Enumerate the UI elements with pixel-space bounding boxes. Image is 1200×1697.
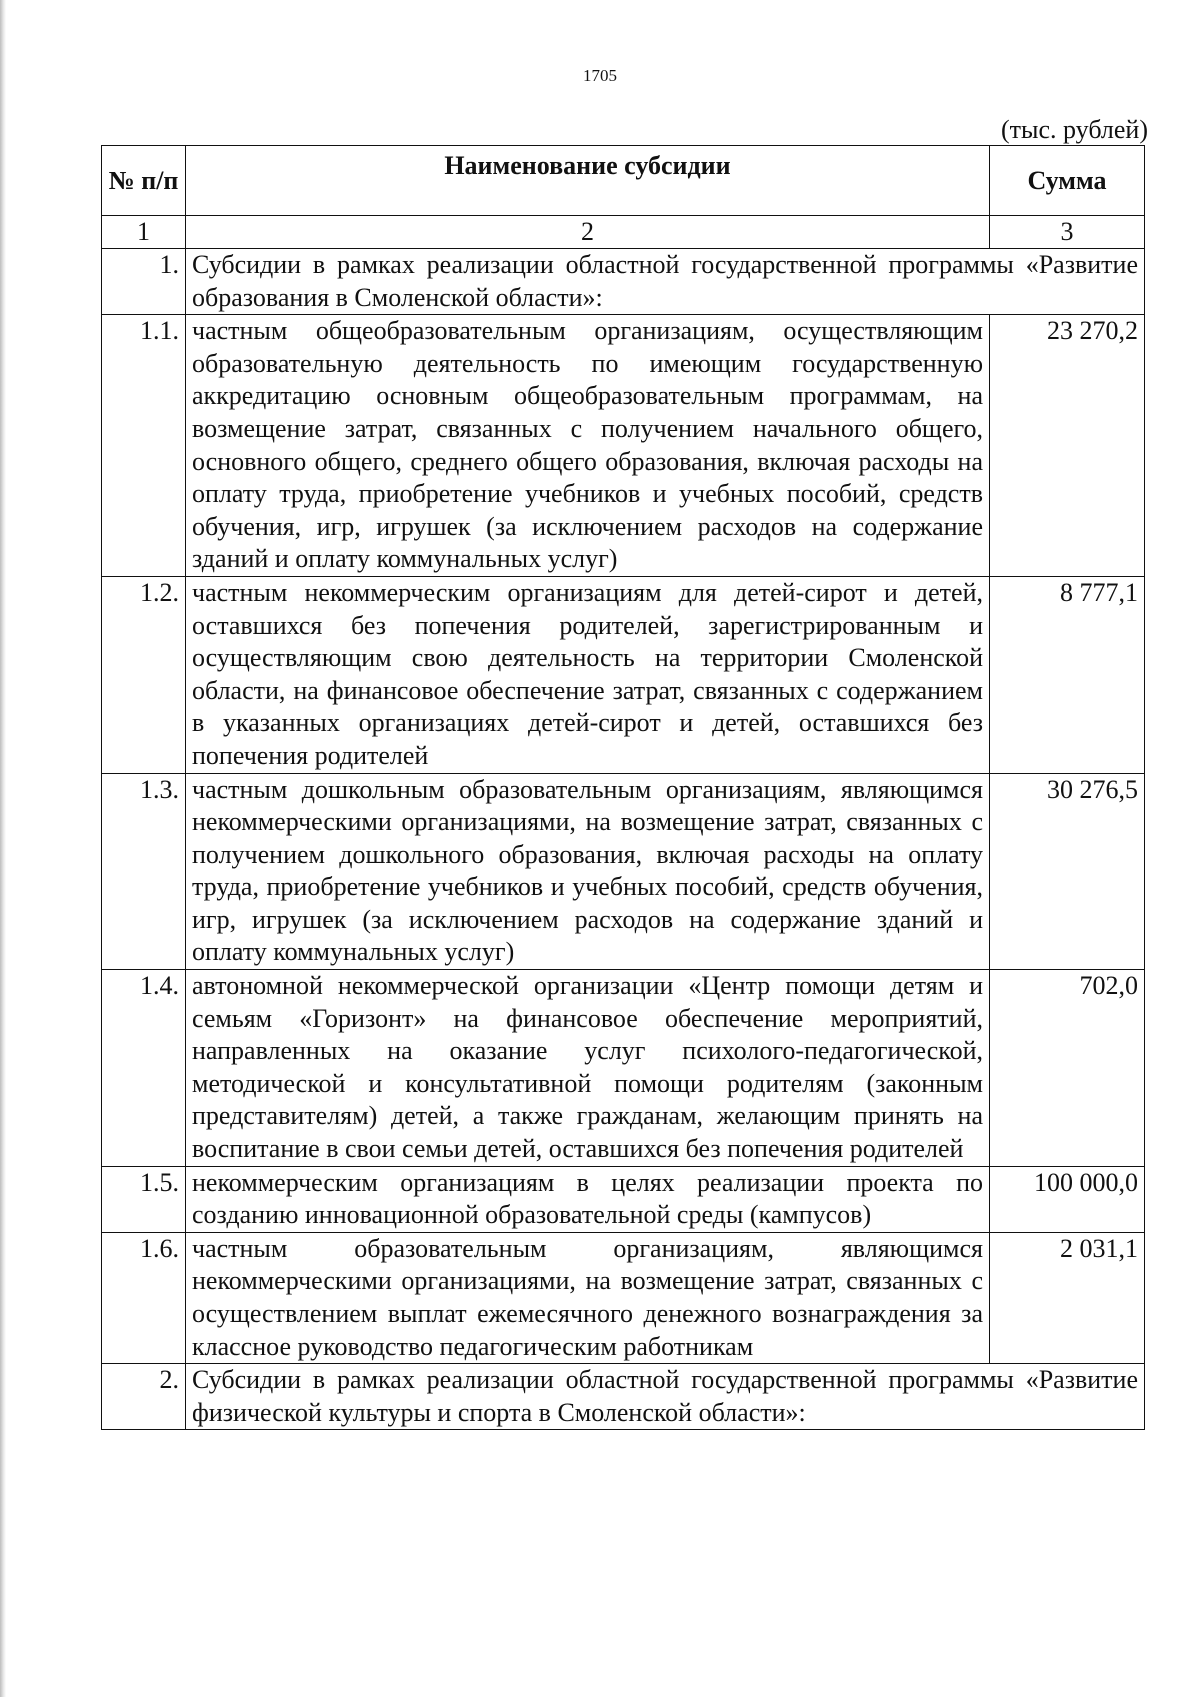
row-name: частным общеобразовательным организациям, осуществляющим образовательную деятельность по имеющим государственную аккредитацию основным общеобразовательным программам, на возмещение затрат, связанных с получением начального общего, основного общего, среднего общего образования, включая расходы на оплату труда, приобретение учебников и учебных пособий, средств обучения, игр, игрушек (за исключением расходов на содержание зданий и оплату коммунальных услуг)	[186, 315, 990, 577]
section-title: Субсидии в рамках реализации областной государственной программы «Развитие образования в Смоленской области»:	[186, 249, 1145, 315]
row-amount: 23 270,2	[990, 315, 1145, 577]
page-number: 1705	[583, 66, 617, 85]
subsidies-table	[101, 145, 1145, 1430]
row-name: частным дошкольным образовательным организациям, являющимся некоммерческими организациями, на возмещение затрат, связанных с получением дошкольного образования, включая расходы на оплату труда, приобретение учебников и учебных пособий, средств обучения, игр, игрушек (за исключением расходов на содержание зданий и оплату коммунальных услуг)	[186, 773, 990, 970]
table-row	[102, 576, 1145, 773]
header-amount: Сумма	[990, 146, 1145, 216]
units-note: (тыс. рублей)	[1000, 115, 1148, 144]
row-number: 1.6.	[102, 1232, 186, 1363]
row-amount: 8 777,1	[990, 576, 1145, 773]
row-amount: 100 000,0	[990, 1166, 1145, 1232]
row-number: 1.2.	[102, 576, 186, 773]
row-amount: 2 031,1	[990, 1232, 1145, 1363]
section-number: 2.	[102, 1364, 186, 1430]
section-title: Субсидии в рамках реализации областной государственной программы «Развитие физической культуры и спорта в Смоленской области»:	[186, 1364, 1145, 1430]
row-name: автономной некоммерческой организации «Центр помощи детям и семьям «Горизонт» на финансовое обеспечение мероприятий, направленных на оказание услуг психолого-педагогической, методической и консультативной помощи родителям (законным представителям) детей, а также гражданам, желающим принять на воспитание в свои семьи детей, оставшихся без попечения родителей	[186, 970, 990, 1167]
table-row	[102, 315, 1145, 577]
row-number: 1.3.	[102, 773, 186, 970]
row-amount: 30 276,5	[990, 773, 1145, 970]
scan-edge	[0, 0, 6, 1697]
column-number: 2	[186, 216, 990, 249]
header-name: Наименование субсидии	[186, 146, 990, 216]
column-number: 3	[990, 216, 1145, 249]
section-number: 1.	[102, 249, 186, 315]
row-amount: 702,0	[990, 970, 1145, 1167]
header-num: № п/п	[102, 146, 186, 216]
row-name: частным некоммерческим организациям для детей-сирот и детей, оставшихся без попечения родителей, зарегистрированным и осуществляющим свою деятельность на территории Смоленской области, на финансовое обеспечение затрат, связанных с содержанием в указанных организациях детей-сирот и детей, оставшихся без попечения родителей	[186, 576, 990, 773]
row-number: 1.1.	[102, 315, 186, 577]
column-number: 1	[102, 216, 186, 249]
section-row	[102, 1364, 1145, 1430]
table-header-row	[102, 146, 1145, 216]
section-row	[102, 249, 1145, 315]
table-row	[102, 1232, 1145, 1363]
table-row	[102, 773, 1145, 970]
row-number: 1.4.	[102, 970, 186, 1167]
row-number: 1.5.	[102, 1166, 186, 1232]
table-row	[102, 1166, 1145, 1232]
row-name: частным образовательным организациям, являющимся некоммерческими организациями, на возмещение затрат, связанных с осуществлением выплат ежемесячного денежного вознаграждения за классное руководство педагогическим работникам	[186, 1232, 990, 1363]
table-row	[102, 970, 1145, 1167]
column-numbers-row	[102, 216, 1145, 249]
row-name: некоммерческим организациям в целях реализации проекта по созданию инновационной образовательной среды (кампусов)	[186, 1166, 990, 1232]
